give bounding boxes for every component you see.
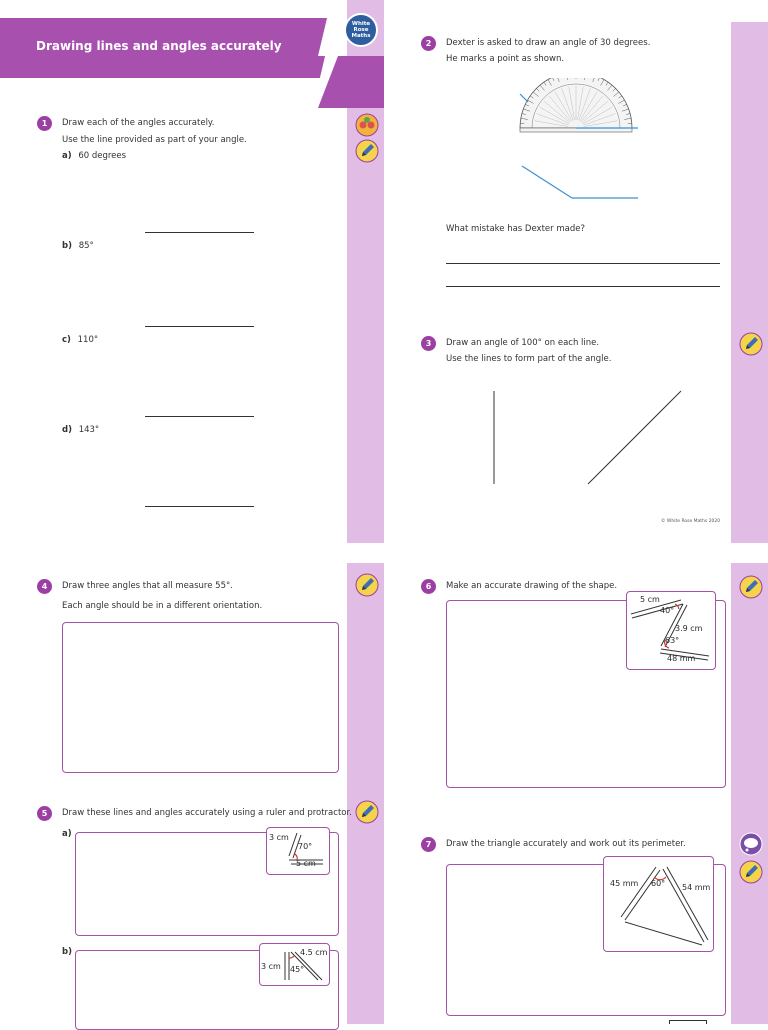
question-number-4: 4 <box>37 579 52 594</box>
question-number-1: 1 <box>37 116 52 131</box>
q5-part-a-label: a) <box>62 829 72 840</box>
part-label: b) <box>62 241 72 251</box>
dexter-drawn-arm <box>522 166 572 198</box>
q1-part-a <box>62 151 126 162</box>
pencil-icon <box>355 573 379 597</box>
part-label: c) <box>62 335 71 345</box>
pencil-icon <box>739 332 763 356</box>
q1-instruction: Draw each of the angles accurately. <box>62 118 214 129</box>
q3-line-2: Use the lines to form part of the angle. <box>446 354 611 365</box>
q1-instruction-2: Use the line provided as part of your angle. <box>62 135 247 146</box>
part-label: a) <box>62 151 72 161</box>
q1-d-base-line <box>145 506 254 507</box>
q5-part-b-label: b) <box>62 947 72 958</box>
question-number-3: 3 <box>421 336 436 351</box>
q4-line-2: Each angle should be in a different orientation. <box>62 601 262 612</box>
q1-b-base-line <box>145 326 254 327</box>
q1-part-d <box>62 425 99 436</box>
q3-diagonal-line <box>588 391 681 484</box>
q6-label-c: 3.9 cm <box>675 624 702 633</box>
header-banner <box>0 0 384 110</box>
logo-text-1: White <box>352 21 370 27</box>
question-number-5: 5 <box>37 806 52 821</box>
q7-label-right: 54 mm <box>682 883 710 892</box>
protractor-diagram <box>514 78 644 203</box>
pencil-icon <box>355 800 379 824</box>
q1-part-b <box>62 241 94 252</box>
question-number-2: 2 <box>421 36 436 51</box>
page-divider-horizontal <box>0 543 768 563</box>
pencil-icon <box>739 860 763 884</box>
q6-line-1: Make an accurate drawing of the shape. <box>446 581 617 592</box>
page4-sidebar <box>731 563 768 1024</box>
q1-c-base-line <box>145 416 254 417</box>
part-label: d) <box>62 425 72 435</box>
part-text: 110° <box>78 335 98 345</box>
q4-answer-box[interactable] <box>62 622 339 773</box>
white-rose-maths-logo <box>344 13 378 47</box>
q2-answer-line-2 <box>446 286 720 287</box>
q3-lines <box>480 385 690 490</box>
dexter-mark <box>520 94 528 102</box>
q6-label-e: 48 mm <box>667 654 695 663</box>
q6-label-d: 63° <box>665 636 679 645</box>
page-corner-box <box>669 1020 707 1024</box>
page3-sidebar <box>347 563 384 1024</box>
part-text: 60 degrees <box>78 151 126 161</box>
part-text: 85° <box>79 241 94 251</box>
question-number-7: 7 <box>421 837 436 852</box>
q5-b-angle: 45° <box>290 965 304 974</box>
q2-line-1: Dexter is asked to draw an angle of 30 degrees. <box>446 38 650 49</box>
q5-a-diagram-box <box>266 827 330 875</box>
thinking-icon <box>739 832 763 856</box>
q5-a-len2: 5 cm <box>296 859 316 868</box>
q5-b-len2: 4.5 cm <box>300 948 327 957</box>
copyright: © White Rose Maths 2020 <box>661 519 720 524</box>
q5-a-angle: 70° <box>298 842 312 851</box>
pencil-icon <box>739 575 763 599</box>
q2-question: What mistake has Dexter made? <box>446 224 585 235</box>
q1-part-c <box>62 335 98 346</box>
q7-label-left: 45 mm <box>610 879 638 888</box>
part-text: 143° <box>79 425 99 435</box>
q2-line-2: He marks a point as shown. <box>446 54 564 65</box>
pencil-icon <box>355 139 379 163</box>
protractor <box>520 78 632 132</box>
q6-label-b: 40° <box>660 606 674 615</box>
page-title: Drawing lines and angles accurately <box>36 39 282 53</box>
q2-answer-line-1 <box>446 263 720 264</box>
q1-a-base-line <box>145 232 254 233</box>
reasoning-icon <box>355 113 379 137</box>
q6-label-a: 5 cm <box>640 595 660 604</box>
logo-text-2: Rose <box>353 27 368 33</box>
q5-a-len1: 3 cm <box>269 833 289 842</box>
question-number-6: 6 <box>421 579 436 594</box>
q7-line-1: Draw the triangle accurately and work out its perimeter. <box>446 839 686 850</box>
q5-b-len1: 3 cm <box>261 962 281 971</box>
protractor-base <box>520 128 632 132</box>
q6-diagram-box <box>626 591 716 670</box>
q4-line-1: Draw three angles that all measure 55°. <box>62 581 233 592</box>
q5-line-1: Draw these lines and angles accurately using a ruler and protractor. <box>62 808 352 819</box>
q7-diagram-box <box>603 856 714 952</box>
page2-sidebar <box>731 22 768 543</box>
q7-label-angle: 60° <box>651 879 665 888</box>
q5-b-diagram-box <box>259 943 330 986</box>
logo-text-3: Maths <box>351 33 370 39</box>
q3-line-1: Draw an angle of 100° on each line. <box>446 338 599 349</box>
